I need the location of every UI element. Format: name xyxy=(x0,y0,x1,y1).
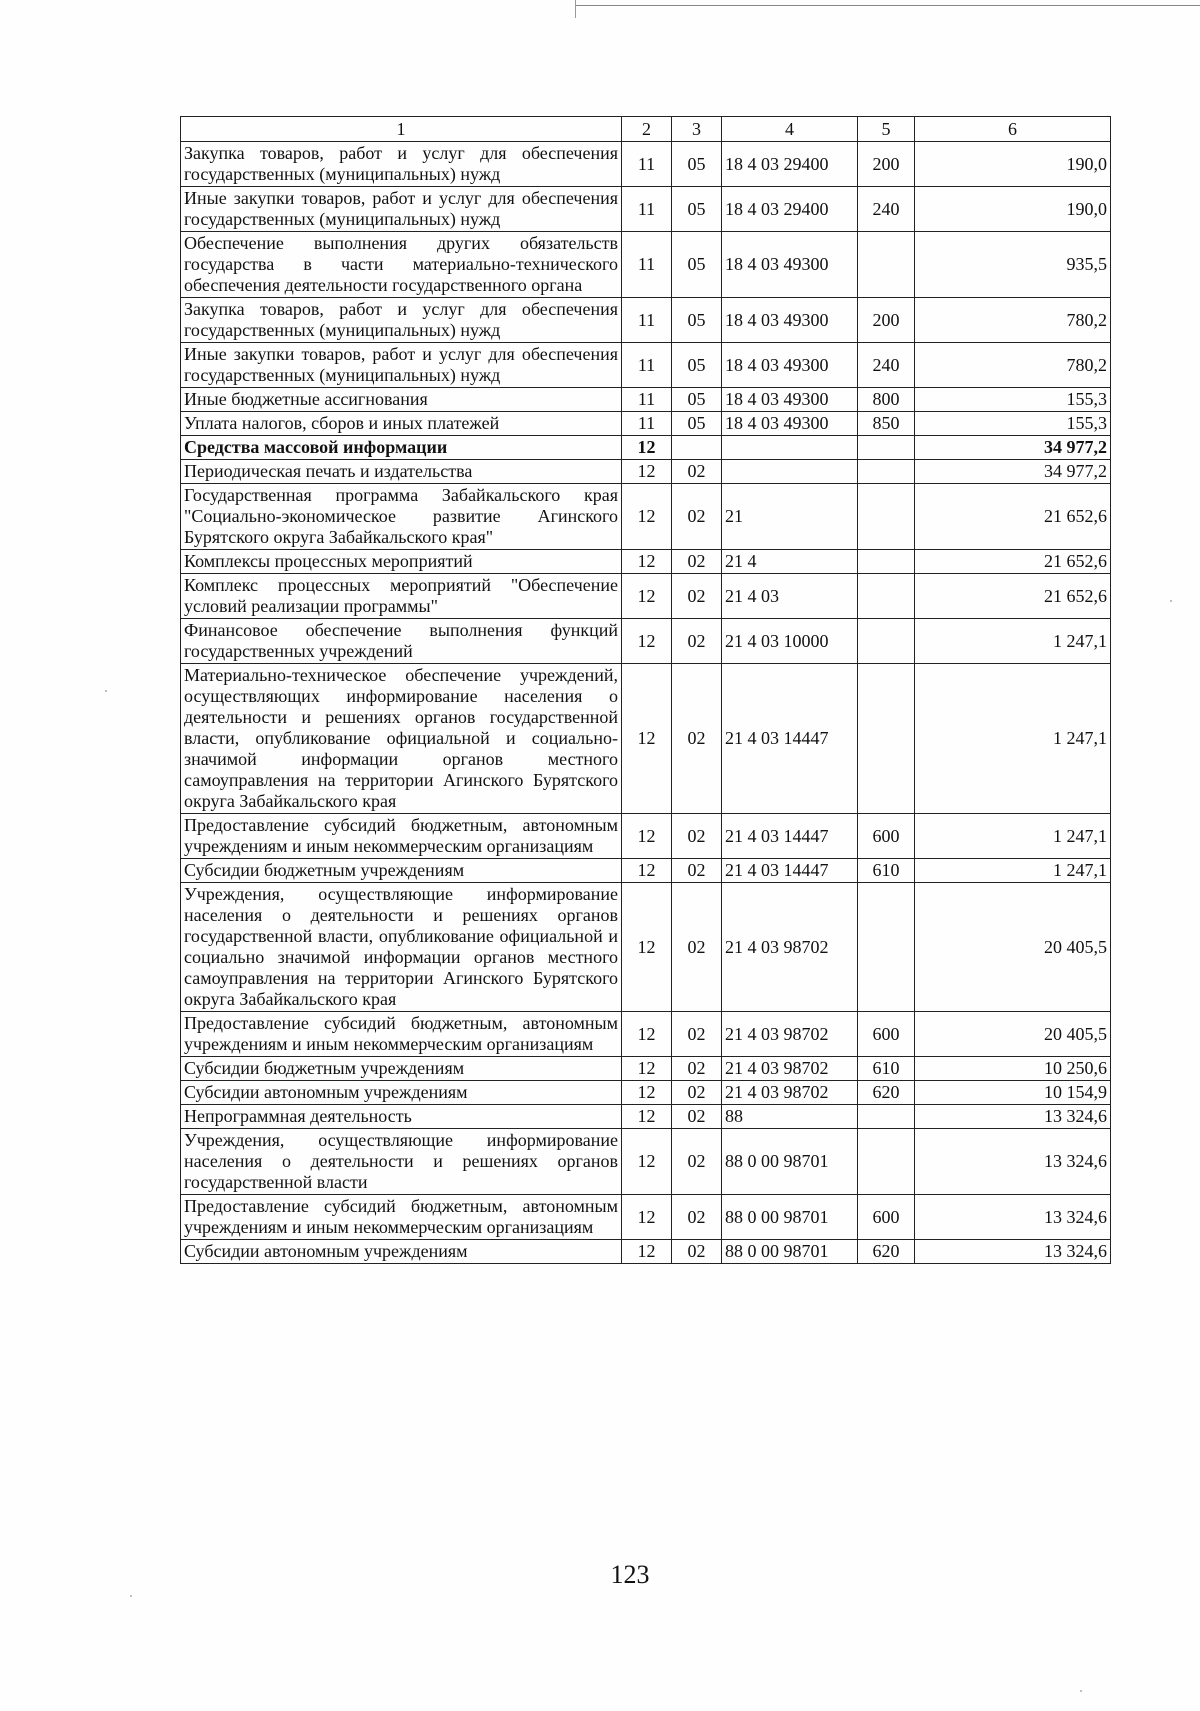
row-subsection-cell: 05 xyxy=(672,142,722,187)
row-expense-type-cell xyxy=(858,550,915,574)
row-target-article-cell: 21 4 03 10000 xyxy=(722,619,858,664)
table-row xyxy=(181,859,1111,883)
budget-table xyxy=(180,116,1111,1264)
row-amount-cell: 21 652,6 xyxy=(915,574,1111,619)
table-row xyxy=(181,1057,1111,1081)
table-row xyxy=(181,298,1111,343)
row-section-cell: 12 xyxy=(622,814,672,859)
row-subsection-cell: 02 xyxy=(672,484,722,550)
row-amount-cell: 780,2 xyxy=(915,298,1111,343)
table-row xyxy=(181,484,1111,550)
row-subsection-cell: 05 xyxy=(672,412,722,436)
row-target-article-cell: 21 4 03 14447 xyxy=(722,859,858,883)
row-expense-type-cell xyxy=(858,460,915,484)
row-name-cell: Периодическая печать и издательства xyxy=(181,460,622,484)
row-name-cell: Иные закупки товаров, работ и услуг для обеспечения государственных (муниципальных) нужд xyxy=(181,187,622,232)
row-section-cell: 12 xyxy=(622,1081,672,1105)
row-amount-cell: 10 250,6 xyxy=(915,1057,1111,1081)
table-row xyxy=(181,460,1111,484)
row-expense-type-cell: 600 xyxy=(858,1012,915,1057)
table-row xyxy=(181,619,1111,664)
row-expense-type-cell: 600 xyxy=(858,1195,915,1240)
row-target-article-cell: 88 0 00 98701 xyxy=(722,1195,858,1240)
row-section-cell: 12 xyxy=(622,619,672,664)
row-expense-type-cell xyxy=(858,619,915,664)
row-amount-cell: 21 652,6 xyxy=(915,484,1111,550)
row-name-cell: Непрограммная деятельность xyxy=(181,1105,622,1129)
row-amount-cell: 34 977,2 xyxy=(915,436,1111,460)
row-section-cell: 12 xyxy=(622,1129,672,1195)
row-target-article-cell: 21 4 03 14447 xyxy=(722,814,858,859)
row-target-article-cell xyxy=(722,436,858,460)
row-name-cell: Учреждения, осуществляющие информирование населения о деятельности и решениях органов государственной власти, опубликование официальной и социально значимой информации органов местного самоуправления на территории Агинского Бурятского округа Забайкальского края xyxy=(181,883,622,1012)
row-expense-type-cell xyxy=(858,1105,915,1129)
row-expense-type-cell: 610 xyxy=(858,859,915,883)
row-name-cell: Государственная программа Забайкальского края "Социально-экономическое развитие Агинского Бурятского округа Забайкальского края" xyxy=(181,484,622,550)
table-row xyxy=(181,1012,1111,1057)
row-expense-type-cell: 620 xyxy=(858,1240,915,1264)
row-subsection-cell: 05 xyxy=(672,232,722,298)
table-row xyxy=(181,343,1111,388)
scan-speck xyxy=(1080,1690,1082,1692)
row-target-article-cell: 21 4 03 14447 xyxy=(722,664,858,814)
table-header-row xyxy=(181,117,1111,142)
header-cell: 2 xyxy=(622,117,672,142)
row-amount-cell: 34 977,2 xyxy=(915,460,1111,484)
row-section-cell: 12 xyxy=(622,859,672,883)
row-amount-cell: 1 247,1 xyxy=(915,664,1111,814)
row-name-cell: Предоставление субсидий бюджетным, автономным учреждениям и иным некоммерческим организациям xyxy=(181,1012,622,1057)
row-subsection-cell: 02 xyxy=(672,1081,722,1105)
row-section-cell: 11 xyxy=(622,232,672,298)
row-section-cell: 12 xyxy=(622,436,672,460)
row-name-cell: Уплата налогов, сборов и иных платежей xyxy=(181,412,622,436)
row-name-cell: Финансовое обеспечение выполнения функций государственных учреждений xyxy=(181,619,622,664)
row-subsection-cell: 02 xyxy=(672,814,722,859)
row-subsection-cell: 02 xyxy=(672,574,722,619)
table-row xyxy=(181,550,1111,574)
row-subsection-cell: 05 xyxy=(672,388,722,412)
row-name-cell: Закупка товаров, работ и услуг для обеспечения государственных (муниципальных) нужд xyxy=(181,142,622,187)
scan-speck xyxy=(130,1595,132,1597)
table-row xyxy=(181,436,1111,460)
row-target-article-cell: 88 0 00 98701 xyxy=(722,1240,858,1264)
row-target-article-cell: 21 4 03 98702 xyxy=(722,1081,858,1105)
page-number: 123 xyxy=(610,1560,650,1589)
row-target-article-cell: 21 4 03 98702 xyxy=(722,1057,858,1081)
row-name-cell: Материально-техническое обеспечение учреждений, осуществляющих информирование населения о деятельности и решениях органов государственной власти, опубликование официальной и социально-значимой информации органов местного самоуправления на территории Агинского Бурятского округа Забайкальского края xyxy=(181,664,622,814)
row-amount-cell: 20 405,5 xyxy=(915,1012,1111,1057)
row-amount-cell: 155,3 xyxy=(915,412,1111,436)
row-name-cell: Комплекс процессных мероприятий "Обеспечение условий реализации программы" xyxy=(181,574,622,619)
row-target-article-cell: 88 0 00 98701 xyxy=(722,1129,858,1195)
row-amount-cell: 190,0 xyxy=(915,187,1111,232)
row-expense-type-cell: 610 xyxy=(858,1057,915,1081)
row-name-cell: Комплексы процессных мероприятий xyxy=(181,550,622,574)
row-expense-type-cell xyxy=(858,436,915,460)
row-target-article-cell: 21 4 03 98702 xyxy=(722,883,858,1012)
row-name-cell: Субсидии бюджетным учреждениям xyxy=(181,1057,622,1081)
row-amount-cell: 20 405,5 xyxy=(915,883,1111,1012)
table-row xyxy=(181,1240,1111,1264)
row-amount-cell: 13 324,6 xyxy=(915,1195,1111,1240)
row-amount-cell: 190,0 xyxy=(915,142,1111,187)
row-subsection-cell: 02 xyxy=(672,1129,722,1195)
row-subsection-cell: 02 xyxy=(672,550,722,574)
table-row xyxy=(181,814,1111,859)
row-target-article-cell: 18 4 03 29400 xyxy=(722,187,858,232)
row-section-cell: 11 xyxy=(622,298,672,343)
row-target-article-cell: 21 4 xyxy=(722,550,858,574)
row-amount-cell: 13 324,6 xyxy=(915,1105,1111,1129)
row-expense-type-cell: 620 xyxy=(858,1081,915,1105)
row-name-cell: Иные бюджетные ассигнования xyxy=(181,388,622,412)
row-expense-type-cell xyxy=(858,232,915,298)
row-amount-cell: 155,3 xyxy=(915,388,1111,412)
row-target-article-cell: 21 4 03 xyxy=(722,574,858,619)
row-section-cell: 12 xyxy=(622,1012,672,1057)
row-subsection-cell: 02 xyxy=(672,1012,722,1057)
row-subsection-cell: 02 xyxy=(672,1240,722,1264)
table-row xyxy=(181,1105,1111,1129)
row-name-cell: Субсидии автономным учреждениям xyxy=(181,1240,622,1264)
row-target-article-cell: 18 4 03 49300 xyxy=(722,232,858,298)
row-amount-cell: 13 324,6 xyxy=(915,1240,1111,1264)
row-target-article-cell: 21 xyxy=(722,484,858,550)
row-section-cell: 12 xyxy=(622,1240,672,1264)
row-expense-type-cell: 600 xyxy=(858,814,915,859)
table-row xyxy=(181,574,1111,619)
row-target-article-cell: 18 4 03 49300 xyxy=(722,343,858,388)
table-row xyxy=(181,187,1111,232)
row-expense-type-cell xyxy=(858,1129,915,1195)
row-name-cell: Субсидии автономным учреждениям xyxy=(181,1081,622,1105)
row-section-cell: 12 xyxy=(622,1105,672,1129)
row-target-article-cell: 18 4 03 49300 xyxy=(722,412,858,436)
row-subsection-cell: 05 xyxy=(672,343,722,388)
row-section-cell: 11 xyxy=(622,343,672,388)
row-subsection-cell: 02 xyxy=(672,619,722,664)
header-cell: 1 xyxy=(181,117,622,142)
row-expense-type-cell: 850 xyxy=(858,412,915,436)
row-amount-cell: 13 324,6 xyxy=(915,1129,1111,1195)
row-expense-type-cell xyxy=(858,883,915,1012)
budget-table-body xyxy=(181,117,1111,1264)
scan-speck xyxy=(1170,600,1172,602)
row-subsection-cell: 02 xyxy=(672,664,722,814)
row-amount-cell: 1 247,1 xyxy=(915,619,1111,664)
header-cell: 6 xyxy=(915,117,1111,142)
row-section-cell: 12 xyxy=(622,460,672,484)
row-name-cell: Иные закупки товаров, работ и услуг для обеспечения государственных (муниципальных) нужд xyxy=(181,343,622,388)
row-subsection-cell xyxy=(672,436,722,460)
row-subsection-cell: 05 xyxy=(672,298,722,343)
header-cell: 5 xyxy=(858,117,915,142)
row-expense-type-cell xyxy=(858,574,915,619)
table-row xyxy=(181,232,1111,298)
row-name-cell: Средства массовой информации xyxy=(181,436,622,460)
row-section-cell: 11 xyxy=(622,388,672,412)
table-row xyxy=(181,142,1111,187)
header-cell: 4 xyxy=(722,117,858,142)
table-row xyxy=(181,1081,1111,1105)
table-row xyxy=(181,388,1111,412)
row-name-cell: Обеспечение выполнения других обязательств государства в части материально-технического обеспечения деятельности государственного органа xyxy=(181,232,622,298)
row-name-cell: Предоставление субсидий бюджетным, автономным учреждениям и иным некоммерческим организациям xyxy=(181,1195,622,1240)
row-subsection-cell: 02 xyxy=(672,1195,722,1240)
row-amount-cell: 21 652,6 xyxy=(915,550,1111,574)
row-target-article-cell: 21 4 03 98702 xyxy=(722,1012,858,1057)
row-section-cell: 12 xyxy=(622,1195,672,1240)
row-name-cell: Закупка товаров, работ и услуг для обеспечения государственных (муниципальных) нужд xyxy=(181,298,622,343)
scan-speck xyxy=(105,690,107,692)
row-section-cell: 11 xyxy=(622,187,672,232)
header-cell: 3 xyxy=(672,117,722,142)
row-name-cell: Субсидии бюджетным учреждениям xyxy=(181,859,622,883)
row-section-cell: 11 xyxy=(622,142,672,187)
row-expense-type-cell: 200 xyxy=(858,298,915,343)
row-amount-cell: 780,2 xyxy=(915,343,1111,388)
row-subsection-cell: 02 xyxy=(672,859,722,883)
table-row xyxy=(181,412,1111,436)
row-section-cell: 12 xyxy=(622,550,672,574)
row-amount-cell: 10 154,9 xyxy=(915,1081,1111,1105)
row-target-article-cell xyxy=(722,460,858,484)
row-section-cell: 12 xyxy=(622,574,672,619)
row-subsection-cell: 05 xyxy=(672,187,722,232)
row-amount-cell: 1 247,1 xyxy=(915,814,1111,859)
row-target-article-cell: 18 4 03 29400 xyxy=(722,142,858,187)
row-target-article-cell: 18 4 03 49300 xyxy=(722,298,858,343)
row-section-cell: 12 xyxy=(622,664,672,814)
row-section-cell: 11 xyxy=(622,412,672,436)
row-subsection-cell: 02 xyxy=(672,883,722,1012)
row-subsection-cell: 02 xyxy=(672,460,722,484)
row-expense-type-cell xyxy=(858,484,915,550)
row-expense-type-cell: 240 xyxy=(858,187,915,232)
row-subsection-cell: 02 xyxy=(672,1105,722,1129)
row-expense-type-cell xyxy=(858,664,915,814)
row-amount-cell: 935,5 xyxy=(915,232,1111,298)
row-target-article-cell: 88 xyxy=(722,1105,858,1129)
table-row xyxy=(181,1129,1111,1195)
row-name-cell: Учреждения, осуществляющие информирование населения о деятельности и решениях органов государственной власти xyxy=(181,1129,622,1195)
table-row xyxy=(181,883,1111,1012)
scan-top-line xyxy=(575,5,1200,6)
scan-top-mark xyxy=(575,0,576,18)
table-row xyxy=(181,664,1111,814)
row-subsection-cell: 02 xyxy=(672,1057,722,1081)
row-section-cell: 12 xyxy=(622,484,672,550)
row-expense-type-cell: 800 xyxy=(858,388,915,412)
row-amount-cell: 1 247,1 xyxy=(915,859,1111,883)
row-expense-type-cell: 240 xyxy=(858,343,915,388)
row-target-article-cell: 18 4 03 49300 xyxy=(722,388,858,412)
table-row xyxy=(181,1195,1111,1240)
row-expense-type-cell: 200 xyxy=(858,142,915,187)
row-section-cell: 12 xyxy=(622,883,672,1012)
row-section-cell: 12 xyxy=(622,1057,672,1081)
row-name-cell: Предоставление субсидий бюджетным, автономным учреждениям и иным некоммерческим организациям xyxy=(181,814,622,859)
